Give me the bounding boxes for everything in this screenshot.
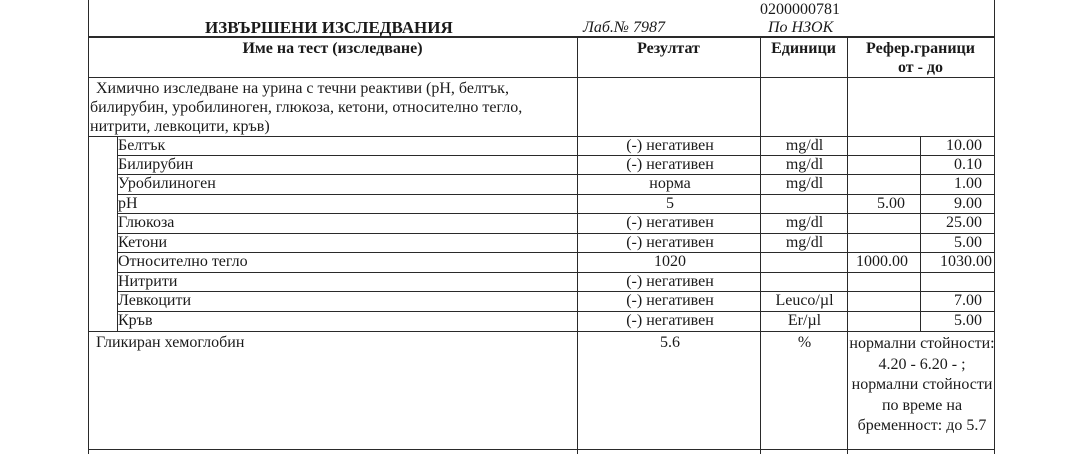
column-header-result: Резултат: [637, 40, 700, 57]
ref-from: 5.00: [877, 195, 905, 212]
test-result: норма: [649, 175, 691, 192]
row-line: [117, 233, 995, 234]
col-divider-result: [760, 36, 761, 454]
row-line: [117, 174, 995, 175]
test-result: (-) негативен: [626, 156, 714, 173]
test-name: Левкоцити: [118, 292, 192, 309]
column-header-test-name: Име на тест (изследване): [242, 40, 423, 57]
ref-to: 10.00: [946, 137, 982, 154]
test-result: (-) негативен: [626, 234, 714, 251]
test-result: (-) негативен: [626, 214, 714, 231]
column-header-reference-range: от - до: [897, 59, 944, 76]
row-line: [117, 155, 995, 156]
column-header-units: Единици: [771, 40, 836, 57]
row-line: [88, 449, 995, 450]
test-unit: Er/µl: [787, 312, 822, 329]
panel-title-line: билирубин, уробилиноген, глюкоза, кетони, относително тегло,: [90, 99, 523, 116]
row-line: [117, 213, 995, 214]
test-name: Относително тегло: [118, 253, 248, 270]
ref-to: 5.00: [954, 234, 982, 251]
row-line: [88, 136, 995, 137]
test-unit: mg/dl: [785, 234, 824, 251]
col-divider-name: [577, 36, 578, 454]
test-name: Кетони: [118, 234, 168, 251]
document-heading: ИЗВЪРШЕНИ ИЗСЛЕДВАНИЯ: [205, 18, 453, 37]
ref-to: 25.00: [946, 214, 982, 231]
ref-to: 7.00: [954, 292, 982, 309]
ref-to: 5.00: [954, 312, 982, 329]
ref-to: 0.10: [954, 156, 982, 173]
funding-label: По НЗОК: [768, 19, 834, 36]
row-line: [88, 331, 995, 332]
lab-number: Лаб.№ 7987: [583, 19, 665, 36]
test-name: Нитрити: [118, 273, 178, 290]
test-unit: mg/dl: [785, 137, 824, 154]
ref-from: 1000.00: [856, 253, 908, 270]
table-border-left: [88, 0, 89, 454]
test-unit: Leuco/µl: [775, 292, 834, 309]
test-result: (-) негативен: [626, 137, 714, 154]
header-bottom-border: [88, 77, 995, 78]
ref-to: 9.00: [954, 195, 982, 212]
row-line: [117, 291, 995, 292]
row-line: [117, 272, 995, 273]
panel-title-line: нитрити, левкоцити, кръв): [90, 118, 270, 135]
hba1c-result: 5.6: [660, 334, 680, 351]
test-name: pH: [118, 195, 138, 212]
test-name: Уробилиноген: [118, 175, 216, 192]
col-divider-ref-split: [920, 136, 921, 332]
test-name: Кръв: [118, 312, 153, 329]
test-result: (-) негативен: [626, 273, 714, 290]
row-line: [117, 311, 995, 312]
test-result: (-) негативен: [626, 312, 714, 329]
test-unit: mg/dl: [785, 156, 824, 173]
test-name: Белтък: [118, 137, 166, 154]
ref-to: 1030.00: [940, 253, 992, 270]
ref-to: 1.00: [954, 175, 982, 192]
column-header-reference: Рефер.граници: [866, 40, 975, 57]
test-unit: mg/dl: [785, 175, 824, 192]
hba1c-unit: %: [797, 334, 812, 351]
test-unit: mg/dl: [785, 214, 824, 231]
test-name: Билирубин: [118, 156, 194, 173]
hba1c-reference-text: нормални стойности: 4.20 - 6.20 - ; нормални стойности по време на бременност: до 5.7: [849, 335, 995, 434]
test-name: Глюкоза: [118, 214, 175, 231]
test-result: (-) негативен: [626, 292, 714, 309]
panel-title-line: Химично изследване на урина с течни реактиви (pH, белтък,: [96, 80, 509, 97]
test-result: 5: [666, 195, 674, 212]
document-code: 0200000781: [760, 1, 840, 18]
test-result: 1020: [654, 253, 686, 270]
hba1c-name: Гликиран хемоглобин: [96, 334, 245, 351]
col-divider-units: [847, 36, 848, 454]
